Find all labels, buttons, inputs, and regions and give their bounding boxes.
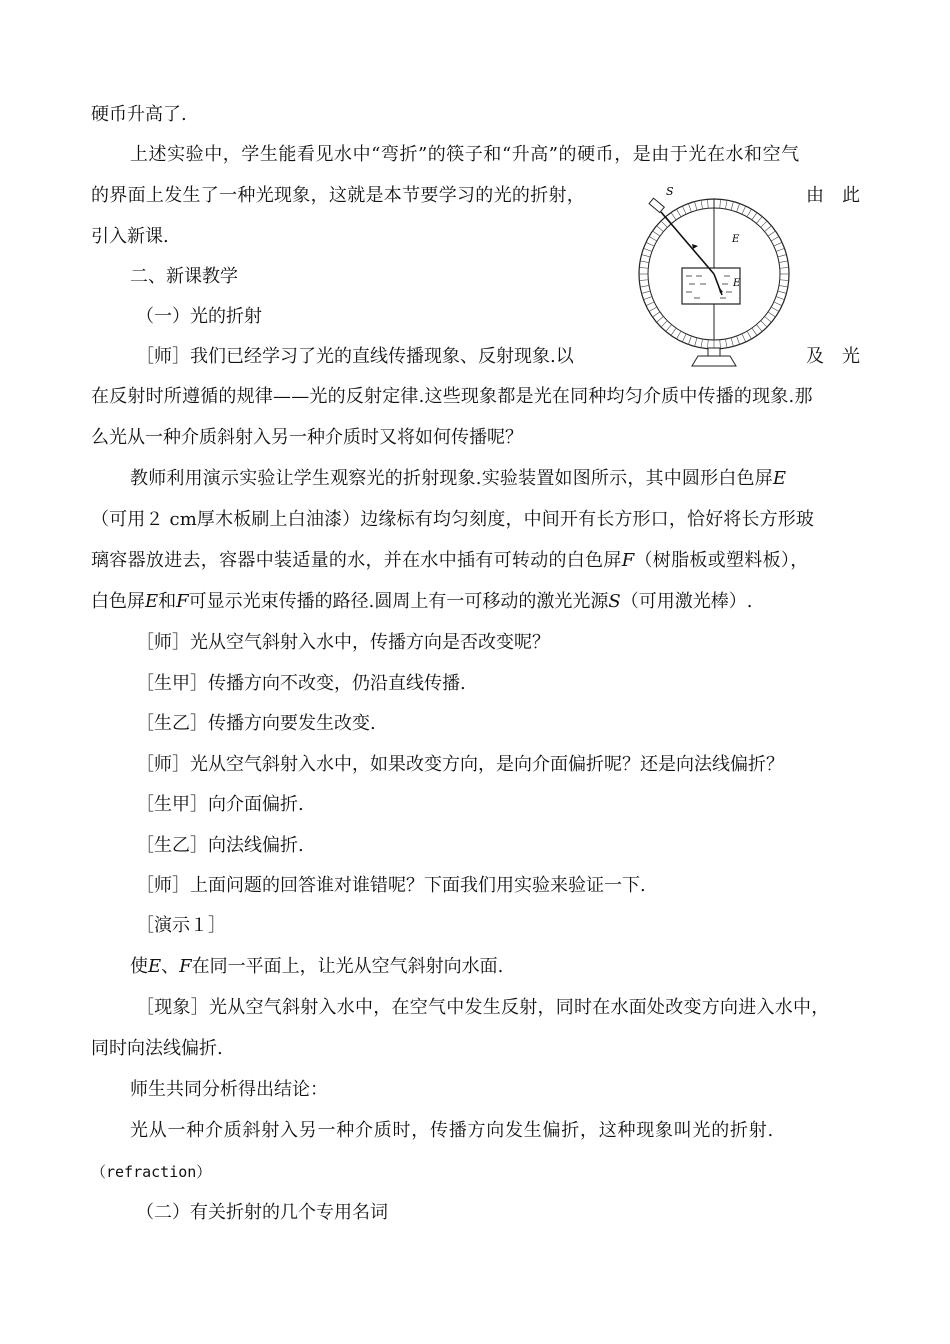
scale-tick	[640, 261, 649, 263]
scale-tick	[661, 221, 667, 227]
scale-tick	[747, 209, 752, 217]
water-container	[682, 268, 740, 304]
text-run: 在同一平面上，让光从空气斜射向水面.	[191, 956, 504, 977]
section-heading: 二、新课教学	[130, 266, 238, 287]
text-run: 教师利用演示实验让学生观察光的折射现象.实验装置如图所示，其中圆形白色屏	[130, 468, 773, 489]
scale-tick	[677, 331, 682, 339]
text-run: 璃容器放进去，容器中装适量的水，并在水中插有可转动的白色屏	[91, 550, 622, 571]
subsection-heading: （二）有关折射的几个专用名词	[136, 1202, 388, 1223]
label-e-bottom: E	[733, 278, 741, 289]
scale-tick	[776, 248, 784, 251]
paragraph-line: ［师］我们已经学习了光的直线传播现象、反射现象.以	[136, 346, 574, 367]
dialogue-line: ［生甲］向介面偏折.	[136, 794, 304, 815]
scale-tick	[695, 202, 697, 211]
demo-label: ［演示１］	[136, 915, 226, 936]
scale-tick	[731, 338, 733, 347]
scale-tick	[756, 325, 762, 332]
scale-tick	[657, 226, 664, 232]
scale-tick	[774, 242, 782, 246]
paragraph-line	[130, 467, 786, 491]
scale-tick	[725, 200, 727, 209]
text-run: 使	[130, 956, 148, 977]
scale-tick	[671, 328, 676, 335]
scale-tick	[642, 255, 651, 257]
scale-tick	[761, 221, 767, 227]
scale-tick	[779, 285, 788, 287]
scale-tick	[644, 248, 652, 251]
scale-tick	[682, 334, 686, 342]
scale-tick	[639, 280, 648, 281]
scale-tick	[780, 280, 789, 281]
text-run: （树脂板或塑料板），	[634, 550, 809, 571]
paragraph-line: 同时向法线偏折.	[91, 1038, 223, 1059]
stand-base	[692, 356, 736, 366]
scale-tick	[646, 242, 654, 246]
scale-tick	[765, 316, 772, 322]
scale-tick	[701, 200, 703, 209]
dialogue-line: ［师］上面问题的回答谁对谁错呢？下面我们用实验来验证一下.	[136, 875, 646, 896]
paragraph-line: 硬币升高了.	[91, 104, 187, 125]
paragraph-line: ［现象］光从空气斜射入水中，在空气中发生反射，同时在水面处改变方向进入水中，	[136, 997, 830, 1018]
paragraph-line: 引入新课.	[91, 226, 169, 247]
scale-tick	[682, 206, 686, 214]
scale-tick	[771, 237, 779, 242]
scale-tick	[640, 285, 649, 287]
scale-tick	[768, 231, 775, 236]
symbol-e: E	[148, 956, 162, 977]
text-run: 白色屏	[91, 591, 145, 612]
label-e-top: E	[732, 234, 740, 245]
symbol-f: F	[176, 591, 189, 612]
incident-arrow-icon	[692, 244, 698, 249]
scale-tick	[666, 325, 672, 332]
paragraph-line	[130, 955, 503, 979]
incident-ray	[661, 212, 714, 274]
paragraph-line: 么光从一种介质斜射入另一种介质时又将如何传播呢？	[91, 427, 523, 448]
paragraph-line: 上述实验中，学生能看见水中“弯折”的筷子和“升高”的硬币，是由于光在水和空气	[130, 144, 800, 165]
scale-tick	[778, 255, 787, 257]
scale-tick	[747, 331, 752, 339]
dialogue-line: ［生乙］传播方向要发生改变.	[136, 713, 376, 734]
paragraph-line: 的界面上发生了一种光现象，这就是本节要学习的光的折射，	[91, 185, 586, 206]
scale-tick	[707, 199, 708, 208]
laser-source	[649, 198, 664, 212]
refraction-apparatus-figure	[634, 182, 794, 368]
scale-tick	[649, 237, 657, 242]
scale-tick	[720, 199, 721, 208]
scale-tick	[701, 339, 703, 348]
text-run: 和	[158, 591, 177, 612]
scale-tick	[737, 336, 740, 344]
scale-tick	[780, 267, 789, 268]
paragraph-line: 在反射时所遵循的规律——光的反射定律.这些现象都是光在同种均匀介质中传播的现象.那	[91, 386, 813, 407]
paragraph-line: （refraction）	[91, 1163, 212, 1181]
scale-tick	[653, 312, 660, 317]
dialogue-line: ［生甲］传播方向不改变，仍沿直线传播.	[136, 673, 466, 694]
scale-tick	[765, 226, 772, 232]
dialogue-line: ［生乙］向法线偏折.	[136, 835, 304, 856]
scale-tick	[742, 334, 746, 342]
scale-tick	[720, 340, 721, 349]
dialogue-line: ［师］光从空气斜射入水中，传播方向是否改变呢？	[136, 632, 550, 653]
symbol-s: S	[608, 591, 621, 612]
paragraph-line: 师生共同分析得出结论：	[130, 1079, 328, 1100]
stand-post	[708, 348, 720, 356]
paragraph-line-end: 及 光	[806, 346, 860, 367]
scale-tick	[677, 209, 682, 217]
paragraph-line-end: 由 此	[806, 185, 860, 206]
scale-tick	[671, 213, 676, 220]
symbol-e: E	[145, 591, 159, 612]
scale-tick	[731, 202, 733, 211]
scale-tick	[725, 339, 727, 348]
symbol-f: F	[179, 956, 192, 977]
scale-tick	[774, 302, 782, 306]
symbol-e: E	[772, 468, 787, 489]
scale-tick	[695, 338, 697, 347]
subsection-heading: （一）光的折射	[136, 306, 262, 327]
scale-tick	[756, 217, 762, 224]
scale-tick	[761, 321, 767, 327]
paragraph-line	[91, 590, 752, 614]
dialogue-line: ［师］光从空气斜射入水中，如果改变方向，是向介面偏折呢？还是向法线偏折？	[136, 754, 784, 775]
scale-tick	[779, 261, 788, 263]
label-s: S	[666, 185, 674, 198]
scale-tick	[737, 204, 740, 212]
paragraph-line: 光从一种介质斜射入另一种介质时，传播方向发生偏折，这种现象叫光的折射.	[130, 1120, 774, 1141]
symbol-f: F	[621, 550, 635, 571]
scale-tick	[688, 204, 691, 212]
scale-tick	[644, 297, 652, 300]
paragraph-line: （可用２ cm厚木板刷上白油漆）边缘标有均匀刻度，中间开有长方形口，恰好将长方形玻	[91, 509, 815, 530]
paragraph-line	[91, 549, 809, 573]
scale-tick	[768, 312, 775, 317]
scale-tick	[771, 307, 779, 312]
scale-tick	[657, 316, 664, 322]
scale-tick	[649, 307, 657, 312]
scale-tick	[642, 291, 651, 293]
text-run: 可显示光束传播的路径.圆周上有一可移动的激光光源	[188, 591, 609, 612]
scale-tick	[776, 297, 784, 300]
scale-tick	[646, 302, 654, 306]
scale-tick	[742, 206, 746, 214]
scale-tick	[661, 321, 667, 327]
scale-tick	[752, 328, 757, 335]
scale-tick	[707, 340, 708, 349]
text-run: （可用激光棒）.	[620, 591, 753, 612]
scale-tick	[653, 231, 660, 236]
text-run: 、	[161, 956, 180, 977]
scale-tick	[778, 291, 787, 293]
scale-tick	[639, 267, 648, 268]
scale-tick	[752, 213, 757, 220]
scale-tick	[688, 336, 691, 344]
